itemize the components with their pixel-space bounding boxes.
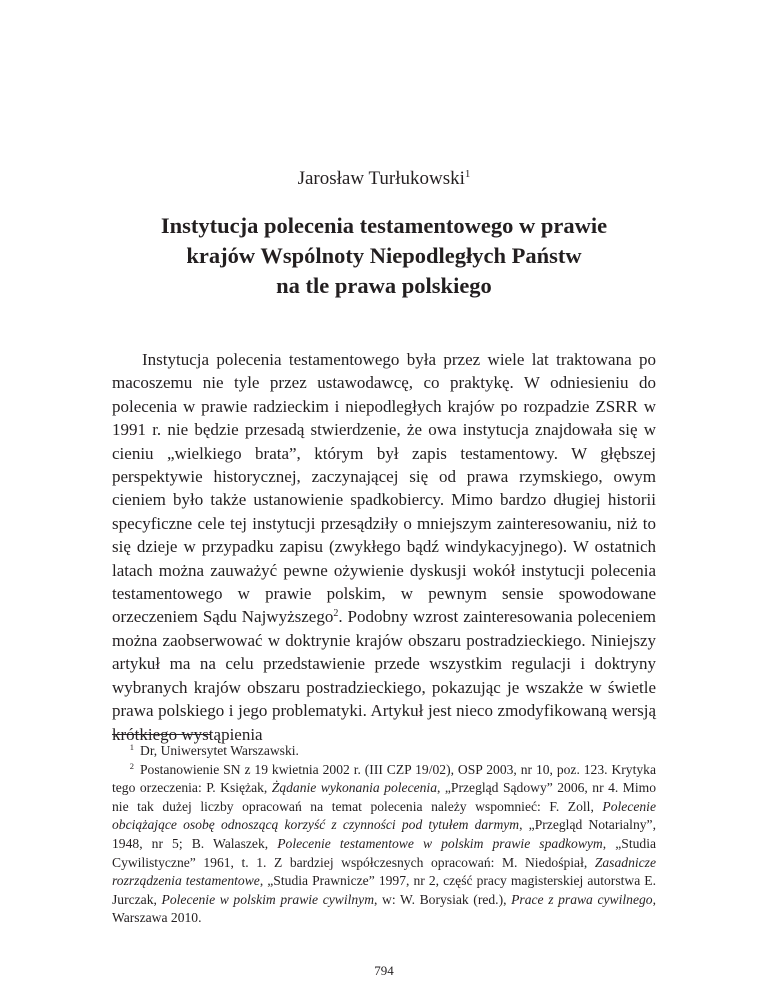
title-line-3: na tle prawa polskiego <box>276 273 492 298</box>
citation-title: Prace z prawa cywilnego <box>511 891 653 907</box>
footnote-1: 1 Dr, Uniwersytet Warszawski. <box>129 742 299 758</box>
body-text-part-2: . Podobny wzrost zainteresowania poleceniem można zaobserwować w doktrynie krajów obszaru postradzieckiego. Niniejszy artykuł ma na celu przedstawienie przede wszystkim regulacji i doktryny wybranych krajów obszaru postradzieckiego, pokazując je wszakże w świetle prawa polskiego i jego problematyki. Artykuł jest nieco zmodyfikowaną wersją krótkiego wystąpienia <box>112 607 656 744</box>
footnote-2-text: , „Studia Cywilistyczne” 1961, t. 1. Z bardziej współczesnych opracowań: M. Niedośpiał, <box>112 835 656 870</box>
footnote-2-text: , „Studia Prawnicze” 1997, nr 2, część pracy magisterskiej autorstwa E. Jurczak, <box>112 873 656 907</box>
footnote-2-text: , „Przegląd Notarialny”, 1948, nr 5; B. Walaszek, <box>112 817 656 851</box>
body-text-part-1: Instytucja polecenia testamentowego była przez wiele lat traktowana po macoszemu nie tyle przez ustawodawcę, co praktykę. W odniesieniu do polecenia w prawie radzieckim i niepodległych krajów po rozpadzie ZSRR w 1991 r. nie będzie przesadą stwierdzenie, że owa instytucja znajdowała się w cieniu „wielkiego brata”, którym był zapis testamentowy. W głębszej perspektywie historycznej, zaczynającej się od prawa rzymskiego, owym cieniem było także ustanowienie spadkobiercy. Mimo bardzo długiej historii specyficzne cele tej instytucji przesądziły o mniejszym zainteresowaniu, niż to się dzieje w przypadku zapisu (zwykłego bądź windykacyjnego). W ostatnich latach można zauważyć pewne ożywienie dyskusji wokół instytucji polecenia testamentowego w prawie polskim, w pewnym sensie spowodowane orzeczeniem Sądu Najwyższego <box>112 350 656 627</box>
citation-title: Polecenie testamentowe w polskim prawie spadkowym <box>277 835 603 851</box>
footnotes <box>112 742 656 928</box>
title-line-2: krajów Wspólnoty Niepodległych Państw <box>186 243 582 268</box>
body-footnote-ref-2: 2 <box>333 608 339 620</box>
title-line-1: Instytucja polecenia testamentowego w prawie <box>160 213 608 238</box>
footnote-separator <box>112 734 210 735</box>
citation-title: Polecenie w polskim prawie cywilnym <box>161 891 375 907</box>
footnote-2-text: , w: W. Borysiak (red.), <box>374 891 512 907</box>
body-paragraph <box>112 348 656 746</box>
footnote-2-text: Postanowienie SN z 19 kwietnia 2002 r. (III CZP 19/02), OSP 2003, nr 10, poz. 123. Krytyka tego orzeczenia: P. Księżak, <box>112 761 656 796</box>
footnote-2-text: , „Przegląd Sądowy” 2006, nr 4. Mimo nie tak dużej liczby opracowań na temat polecenia należy wspomnieć: F. Zoll, <box>112 780 656 814</box>
citation-title: Żądanie wykonania polecenia <box>271 780 438 796</box>
citation-title: Polecenie obciążające osobę odnoszącą korzyść z czynności pod tytułem darmym <box>112 798 656 833</box>
author-line <box>112 168 656 190</box>
footnote-2: 2 Postanowienie SN z 19 kwietnia 2002 r. (III CZP 19/02), OSP 2003, nr 10, poz. 123. Krytyka tego orzeczenia: P. Księżak, Żądanie wykonania polecenia, „Przegląd Sądowy” 2006, nr 4. Mimo nie tak dużej liczby opracowań na temat polecenia należy wspomnieć: F. Zoll, Polecenie obciążające osobę odnoszącą korzyść z czynności pod tytułem darmym, „Przegląd Notarialny”, 1948, nr 5; B. Walaszek, Polecenie testamentowe w polskim prawie spadkowym, „Studia Cywilistyczne” 1961, t. 1. Z bardziej współczesnych opracowań: M. Niedośpiał, Zasadnicze rozrządzenia testamentowe, „Studia Prawnicze” 1997, nr 2, część pracy magisterskiej autorstwa E. Jurczak, Polecenie w polskim prawie cywilnym, w: W. Borysiak (red.), Prace z prawa cywilnego, Warszawa 2010. <box>112 760 656 926</box>
article-title <box>112 211 656 301</box>
footnote-2-text: , Warszawa 2010. <box>112 891 656 926</box>
page-number: 794 <box>374 963 394 978</box>
author-name: Jarosław Turłukowski <box>297 168 465 189</box>
citation-title: Zasadnicze rozrządzenia testamentowe <box>112 854 656 889</box>
footnote-1-text: Dr, Uniwersytet Warszawski. <box>140 743 299 758</box>
author-footnote-ref: 1 <box>464 168 471 180</box>
